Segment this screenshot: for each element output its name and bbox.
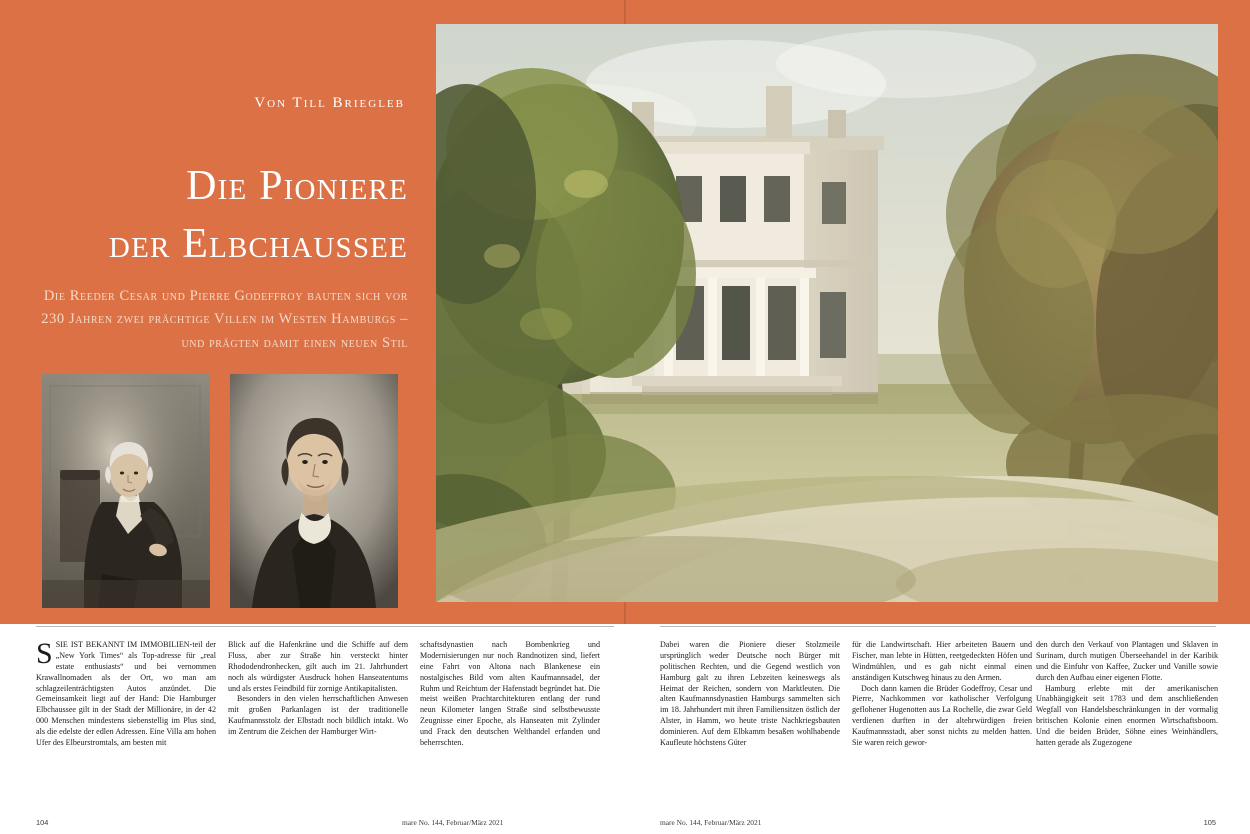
body-column-4 [660,640,840,749]
running-foot-left: mare No. 144, Februar/März 2021 [402,818,504,827]
body-text-3: schaftsdynastien nach Bombenkrieg und Modernisierungen nur noch Randnotizen sind, liefert eine Fahrt von Altona nach Blankenese ein nostalgisches Bild vom alten Kaufmannsadel, der Ruhm und Reichtum der Hafenstadt begründet hat. Die meist weißen Prachtarchitekturen entlang der rund neun Kilometer langen Straße sind selbstbewusste Zeugnisse einer Epoche, als Hanseaten mit Zylinder und Frack den deutschen Welthandel erfanden und beherrschten. [420,640,600,747]
body-text-1: SIE IST BEKANNT IM IMMOBILIEN-teil der „New York Times“ als Top-adresse für „real estate enthusiasts“ und bei vernommen Krawallnomaden als der Ort, wo man am schlagzeilenträchtigsten Autos anzündet. Die Gemeinsamkeit liegt auf der Hand: Die Hamburger Elbchaussee gilt in der Stadt der Millionäre, in der 42 000 Menschen mindestens siebenstellig im Plus sind, als die edelste der edlen Adressen. Eine Villa am hohen Ufer des Elbeurstromtals, am besten mit [36,640,216,747]
article-body [0,624,1250,834]
body-text-5b: Doch dann kamen die Brüder Godeffroy, Cesar und Pierre, Nachkommen vor katholischer Verfolgung geflohener Hugenotten aus La Rochelle, die zwar Geld verdienen durften in der altehrwürdigen freien Kaufmannsstadt, aber sonst nichts zu melden hatten. Sie waren reich gewor- [852,683,1032,747]
headline-line-2: der Elbchaussee [108,220,408,267]
page-title [40,158,408,274]
body-text-4: Dabei waren die Pioniere dieser Stolzmeile ursprünglich weder Deutsche noch Bürger mit politischen Rechten, und die Gegend westlich von Hamburg galt zu ihren Lebzeiten keineswegs als Heimat der Reichen, sondern von Marktleuten. Die alten Kaufmannsdynastien Hamburgs sammelten sich im 18. Jahrhundert mit ihren Familiensitzen östlich der Alster, in Hamm, wo heute triste Nachkriegsbauten dominieren. Auf dem Elbkamm besaßen wohlhabende Kaufleute höchstens Güter [660,640,840,747]
body-text-2a: Blick auf die Hafenkräne und die Schiffe auf dem Fluss, aber zur Straße hin versteckt hinter Rhododendronhecken, gilt auch im 21. Jahrhundert noch als würdigster Ausdruck hohen Hanseatentums und als erstes Feindbild für zornige Antikapitalisten. [228,640,408,693]
body-column-2 [228,640,408,738]
headline-line-1: Die Pioniere [186,163,408,209]
column-rule-right [660,626,1216,627]
drop-cap: S [36,637,53,670]
lead-paragraph [36,637,216,749]
folio-left: 104 [36,818,49,827]
article-standfirst: Die Reeder Cesar und Pierre Godeffroy bauten sich vor 230 Jahren zwei prächtige Villen im Westen Hamburgs – und prägten damit einen neuen Stil [41,288,408,351]
folio-right: 105 [1203,818,1216,827]
body-text-6a: den durch den Verkauf von Plantagen und Sklaven in Surinam, durch mutigen Überseehandel in der Karibik und die Einfuhr von Kaffee, Zucker und Vanille sowie durch den Aufbau einer eigenen Flotte. [1036,640,1218,682]
body-column-5 [852,640,1032,749]
body-column-1 [36,637,216,749]
body-column-6 [1036,640,1218,749]
column-rule-left [36,626,614,627]
article-byline: Von Till Briegleb [254,95,405,111]
running-foot-right: mare No. 144, Februar/März 2021 [660,818,762,827]
portrait-pierre-godeffroy [230,374,398,608]
body-column-3 [420,640,600,749]
body-text-5a: für die Landwirtschaft. Hier arbeiteten Bauern und Fischer, man lebte in Hütten, reetgedeckten Höfen und Windmühlen, und es gab nicht einmal einen anständigen Kutschweg hinaus zu den Armen. [852,640,1032,682]
portrait-cesar-godeffroy [42,374,210,608]
body-text-6b: Hamburg erlebte mit der amerikanischen Unabhängigkeit seit 1783 und dem anschließenden Wegfall von Handelsbeschränkungen in der vormalig britischen Kolonie einen enormen Wirtschaftsboom. Und die beiden Brüder, Söhne eines Weinhändlers, hatten gerade als Zugezogene [1036,683,1218,747]
villa-painting [436,24,1218,602]
body-text-2b: Besonders in den vielen herrschaftlichen Anwesen mit großen Parkanlagen ist der traditionelle Kaufmannsstolz der Elbstadt noch bildlich intakt. Wo im Zentrum die Zeichen der Hamburger Wirt- [228,694,408,736]
